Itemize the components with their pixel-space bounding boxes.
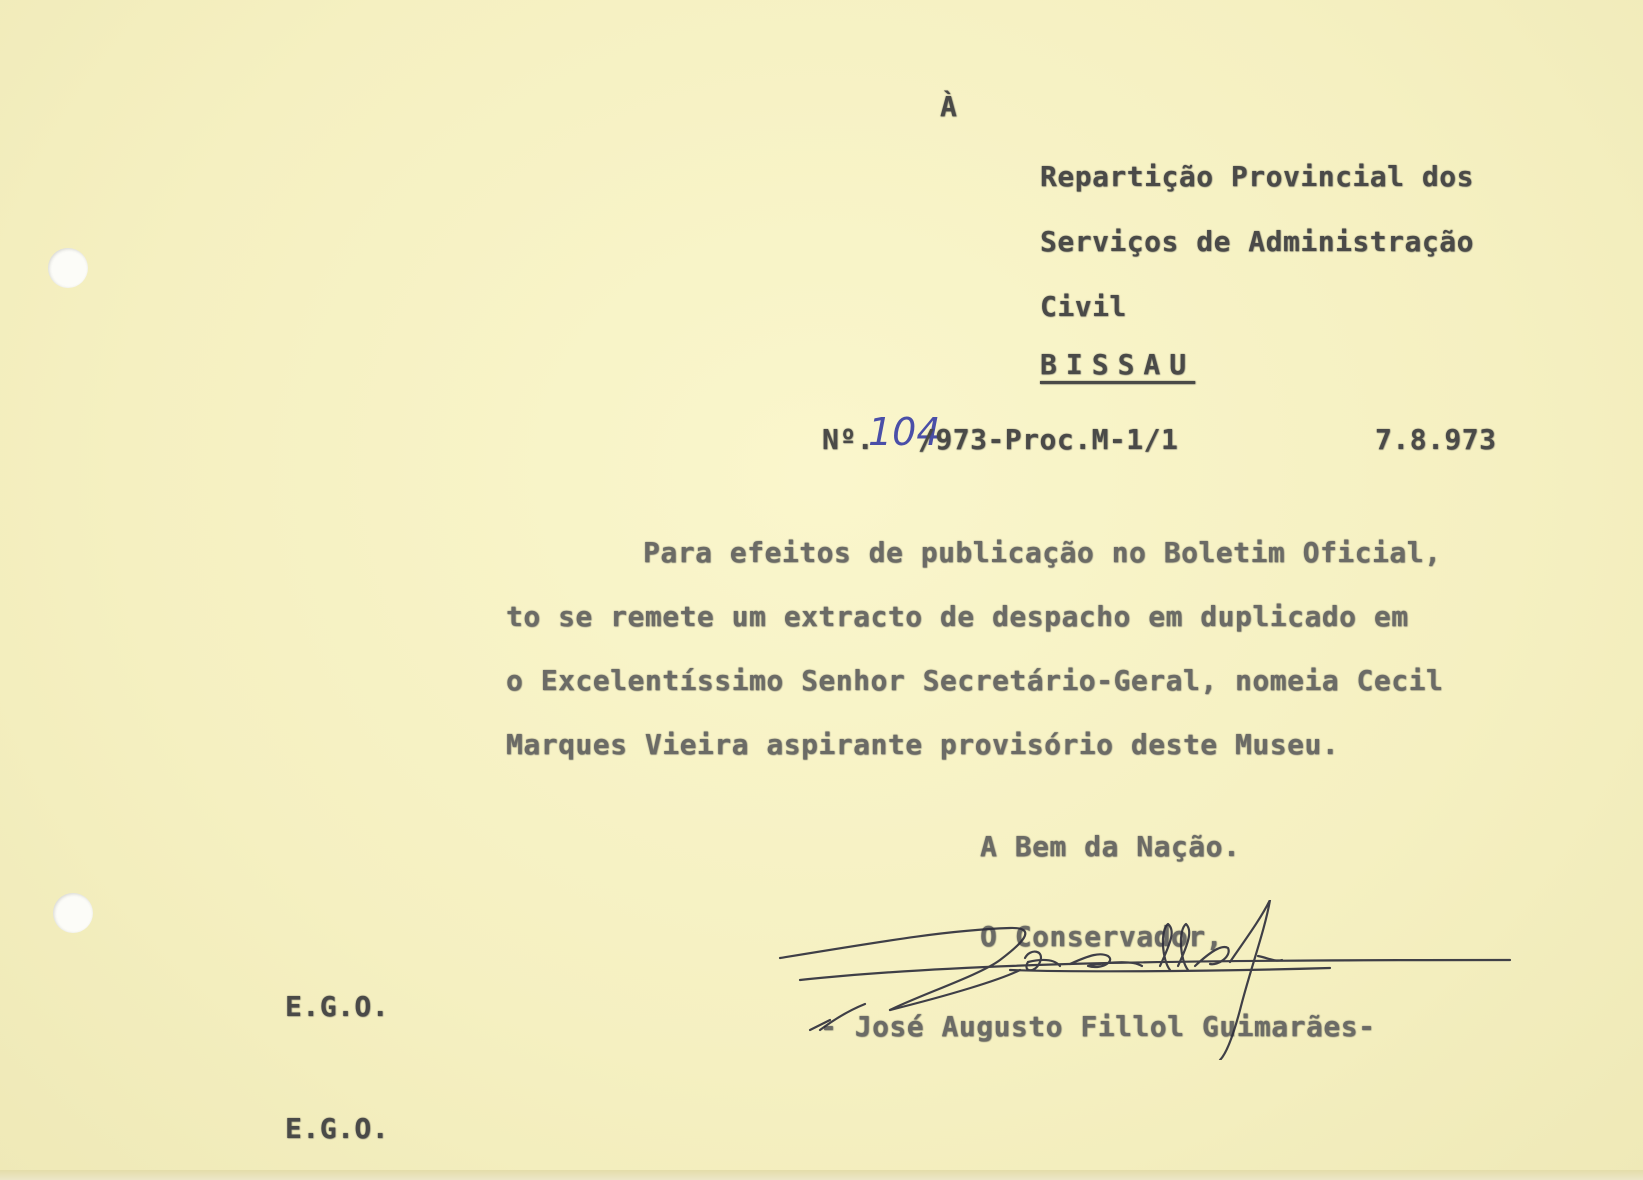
addressee-line-2: Serviços de Administração xyxy=(1040,225,1474,258)
letter-date: 7.8.973 xyxy=(1375,423,1497,456)
body-line-2: to se remete um extracto de despacho em duplicado em xyxy=(506,600,1409,633)
paper-bottom-edge xyxy=(0,1170,1643,1180)
addressee-line-3: Civil xyxy=(1040,290,1127,323)
body-line-4: Marques Vieira aspirante provisório deste Museu. xyxy=(506,728,1340,761)
address-to: À xyxy=(940,90,958,123)
distribution-line-1: E.G.O. xyxy=(285,990,390,1023)
city-heading: BISSAU xyxy=(1040,348,1196,381)
signer-title: O Conservador, xyxy=(980,920,1224,953)
addressee-line-1: Repartição Provincial dos xyxy=(1040,160,1474,193)
ref-handwritten-number: 104 xyxy=(868,410,941,454)
closing-salutation: A Bem da Nação. xyxy=(980,830,1241,863)
punch-hole-bottom xyxy=(53,893,93,933)
body-line-3: o Excelentíssimo Senhor Secretário-Geral, nomeia Cecil xyxy=(506,664,1444,697)
handwritten-signature xyxy=(770,900,1530,1060)
ref-suffix: /973-Proc.M-1/1 xyxy=(918,423,1179,456)
body-line-1: Para efeitos de publicação no Boletim Oficial, xyxy=(643,536,1442,569)
ref-prefix: Nº. xyxy=(822,423,875,456)
distribution-line-2: E.G.O. xyxy=(285,1112,390,1145)
signer-name: - José Augusto Fillol Guimarães- xyxy=(820,1010,1376,1043)
punch-hole-top xyxy=(48,248,88,288)
